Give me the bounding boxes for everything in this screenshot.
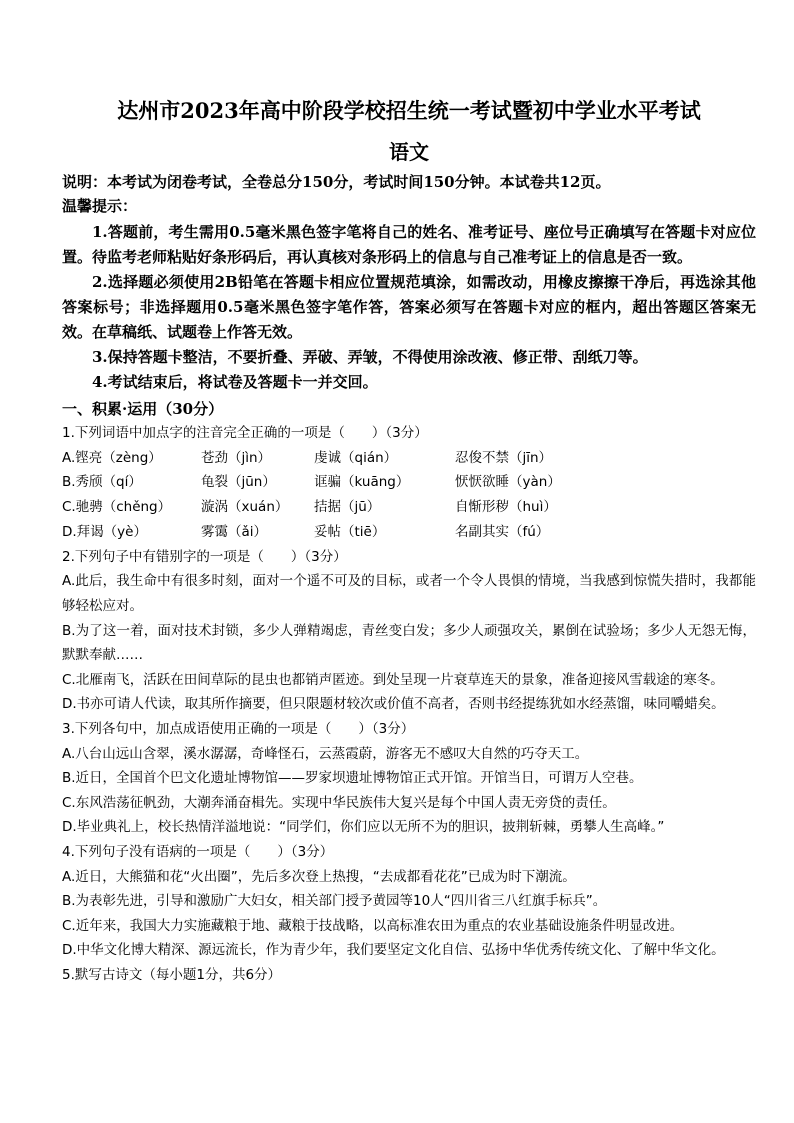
- question-5-stem: 5.默写古诗文（每小题1分，共6分）: [62, 966, 282, 983]
- tip-item: 4.考试结束后，将试卷及答题卡一并交回。: [92, 373, 378, 391]
- question-2-option-c: C.北雁南飞，活跃在田间草际的昆虫也都销声匿迹。到处呈现一片衰草连天的景象，准备迎接风雪载途的寒冬。: [62, 671, 724, 688]
- option-cell: 龟裂（jūn）: [201, 474, 276, 491]
- question-3-option-a: A.八台山远山含翠，溪水潺潺，奇峰怪石，云蒸霞蔚，游客无不感叹大自然的巧夺天工。: [62, 745, 589, 762]
- option-cell: 虔诚（qián）: [314, 449, 398, 466]
- option-cell: B.秀颀（qí）: [62, 474, 142, 491]
- question-3-option-d: D.毕业典礼上，校长热情洋溢地说：“同学们，你们应以无所不为的胆识，披荆斩棘，勇攀人生高峰。”: [62, 819, 665, 836]
- question-2-option-d: D.书亦可请人代读，取其所作摘要，但只限题材较次或价值不高者，否则书经提练犹如水经蒸馏，味同嚼蜡矣。: [62, 696, 725, 713]
- tip-item: 3.保持答题卡整洁，不要折叠、弄破、弄皱，不得使用涂改液、修正带、刮纸刀等。: [92, 348, 648, 366]
- question-2-option-b: B.为了这一着，面对技术封锁，多少人弹精竭虑，青丝变白发；多少人顽强攻关，累倒在试验场；多少人无怨无悔，默默奉献……: [62, 622, 756, 664]
- question-2-stem: 2.下列句子中有错别字的一项是（ ）（3分）: [62, 548, 347, 565]
- tip-item: 1.答题前，考生需用0.5毫米黑色签字笔将自己的姓名、准考证号、座位号正确填写在答题卡对应位置。待监考老师粘贴好条形码后，再认真核对条形码上的信息与自己准考证上的信息是否一致。: [62, 223, 756, 266]
- instructions-text: 说明：本考试为闭卷考试，全卷总分150分，考试时间150分钟。本试卷共12页。: [62, 173, 611, 191]
- question-3-option-b: B.近日，全国首个巴文化遗址博物馆——罗家坝遗址博物馆正式开馆。开馆当日，可谓万人空巷。: [62, 770, 643, 787]
- option-cell: 恹恹欲睡（yàn）: [455, 474, 561, 491]
- tip-item: 2.选择题必须使用2B铅笔在答题卡相应位置规范填涂，如需改动，用橡皮擦擦干净后，再选涂其他答案标号；非选择题用0.5毫米黑色签字笔作答，答案必须写在答题卡对应的框内，超出答题区答案无效。在草稿纸、试题卷上作答无效。: [62, 273, 756, 341]
- tips-list: [62, 220, 756, 395]
- option-cell: 诓骗（kuāng）: [314, 474, 410, 491]
- option-cell: C.驰骋（chěng）: [62, 499, 172, 516]
- tips-heading: 温馨提示：: [62, 197, 138, 215]
- question-1-stem: 1.下列词语中加点字的注音完全正确的一项是（ ）（3分）: [62, 425, 428, 441]
- question-4-option-b: B.为表彰先进，引导和激励广大妇女，相关部门授予黄园等10人“四川省三八红旗手标兵”。: [62, 893, 607, 910]
- option-cell: 漩涡（xuán）: [201, 499, 289, 516]
- question-4-stem: 4.下列句子没有语病的一项是（ ）（3分）: [62, 843, 334, 860]
- option-cell: D.拜谒（yè）: [62, 523, 147, 540]
- option-cell: 苍劲（jìn）: [201, 449, 272, 466]
- question-3-option-c: C.东风浩荡征帆劲，大潮奔涌奋楫先。实现中华民族伟大复兴是每个中国人责无旁贷的责任。: [62, 794, 616, 811]
- option-cell: 雾霭（ǎi）: [201, 523, 268, 540]
- option-cell: A.铿亮（zèng）: [62, 449, 162, 466]
- option-cell: 自惭形秽（huì）: [455, 499, 557, 516]
- exam-title: 达州市2023年高中阶段学校招生统一考试暨初中学业水平考试: [117, 98, 701, 123]
- option-cell: 妥帖（tiē）: [314, 523, 386, 540]
- option-cell: 忍俊不禁（jīn）: [455, 449, 553, 466]
- subject-title: 语文: [389, 140, 429, 164]
- section-heading: 一、积累·运用（30分）: [62, 400, 224, 418]
- question-2-option-a: A.此后，我生命中有很多时刻，面对一个遥不可及的目标，或者一个令人畏惧的情境，当我感到惊慌失措时，我都能够轻松应对。: [62, 573, 756, 614]
- question-4-option-d: D.中华文化博大精深、源远流长，作为青少年，我们要坚定文化自信、弘扬中华优秀传统文化、了解中华文化。: [62, 942, 725, 959]
- question-1-option-row: [62, 446, 756, 471]
- question-4-option-c: C.近年来，我国大力实施藏粮于地、藏粮于技战略，以高标准农田为重点的农业基础设施条件明显改进。: [62, 917, 684, 934]
- option-cell: 拮据（jū）: [314, 499, 381, 516]
- question-1-option-row: [62, 520, 756, 545]
- question-4-option-a: A.近日，大熊猫和花“火出圈”，先后多次登上热搜，“去成都看花花”已成为时下潮流。: [62, 868, 576, 885]
- option-cell: 名副其实（fú）: [455, 523, 550, 540]
- question-1-option-row: [62, 495, 756, 520]
- question-1-option-row: [62, 470, 756, 495]
- question-3-stem: 3.下列各句中，加点成语使用正确的一项是（ ）（3分）: [62, 720, 415, 737]
